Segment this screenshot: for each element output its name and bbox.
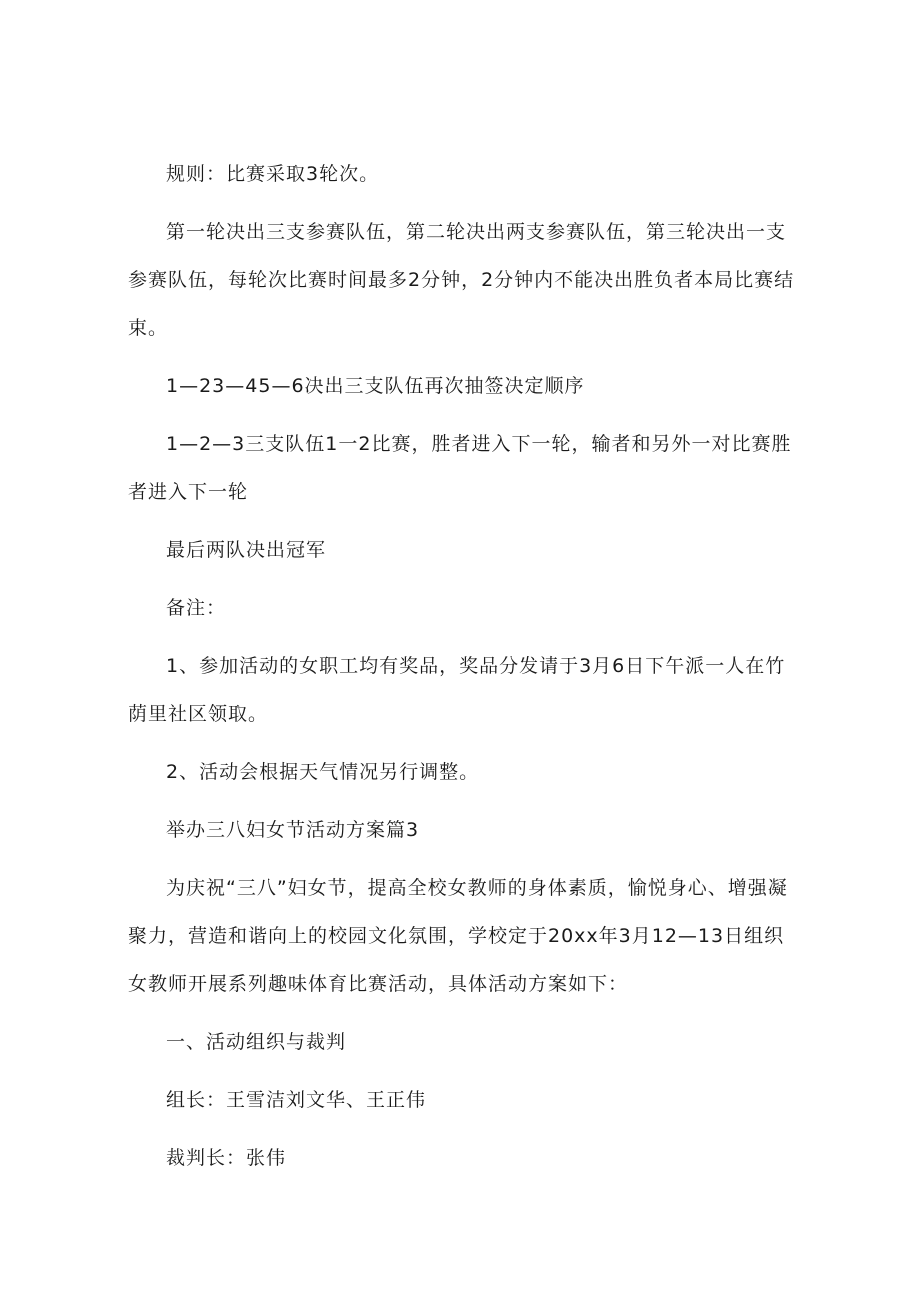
paragraph-note-1: 1、参加活动的女职工均有奖品，奖品分发请于3月6日下午派一人在竹荫里社区领取。 xyxy=(128,655,786,725)
paragraph-intro: 为庆祝“三八”妇女节，提高全校女教师的身体素质，愉悦身心、增强凝聚力，营造和谐向上的校园文化氛围，学校定于20xx年3月12—13日组织女教师开展系列趣味体育比赛活动，具体活动方案如下： xyxy=(128,877,788,995)
paragraph-organization-heading: 一、活动组织与裁判 xyxy=(166,1031,347,1053)
section-title: 举办三八妇女节活动方案篇3 xyxy=(166,819,420,841)
paragraph-final: 最后两队决出冠军 xyxy=(166,539,327,561)
paragraph-match-flow: 1—2—3三支队伍1一2比赛，胜者进入下一轮，输者和另外一对比赛胜者进入下一轮 xyxy=(128,433,792,503)
paragraph-chief-referee: 裁判长：张伟 xyxy=(166,1147,287,1169)
paragraph-leaders: 组长：王雪洁刘文华、王正伟 xyxy=(166,1089,427,1111)
paragraph-round-description: 第一轮决出三支参赛队伍，第二轮决出两支参赛队伍，第三轮决出一支参赛队伍，每轮次比赛时间最多2分钟，2分钟内不能决出胜负者本局比赛结束。 xyxy=(128,221,795,339)
paragraph-rules: 规则：比赛采取3轮次。 xyxy=(166,163,380,185)
document-body xyxy=(128,150,796,1192)
paragraph-notes-heading: 备注： xyxy=(166,597,227,619)
paragraph-draw-order: 1—23—45—6决出三支队伍再次抽签决定顺序 xyxy=(166,375,585,397)
paragraph-note-2: 2、活动会根据天气情况另行调整。 xyxy=(166,761,480,783)
